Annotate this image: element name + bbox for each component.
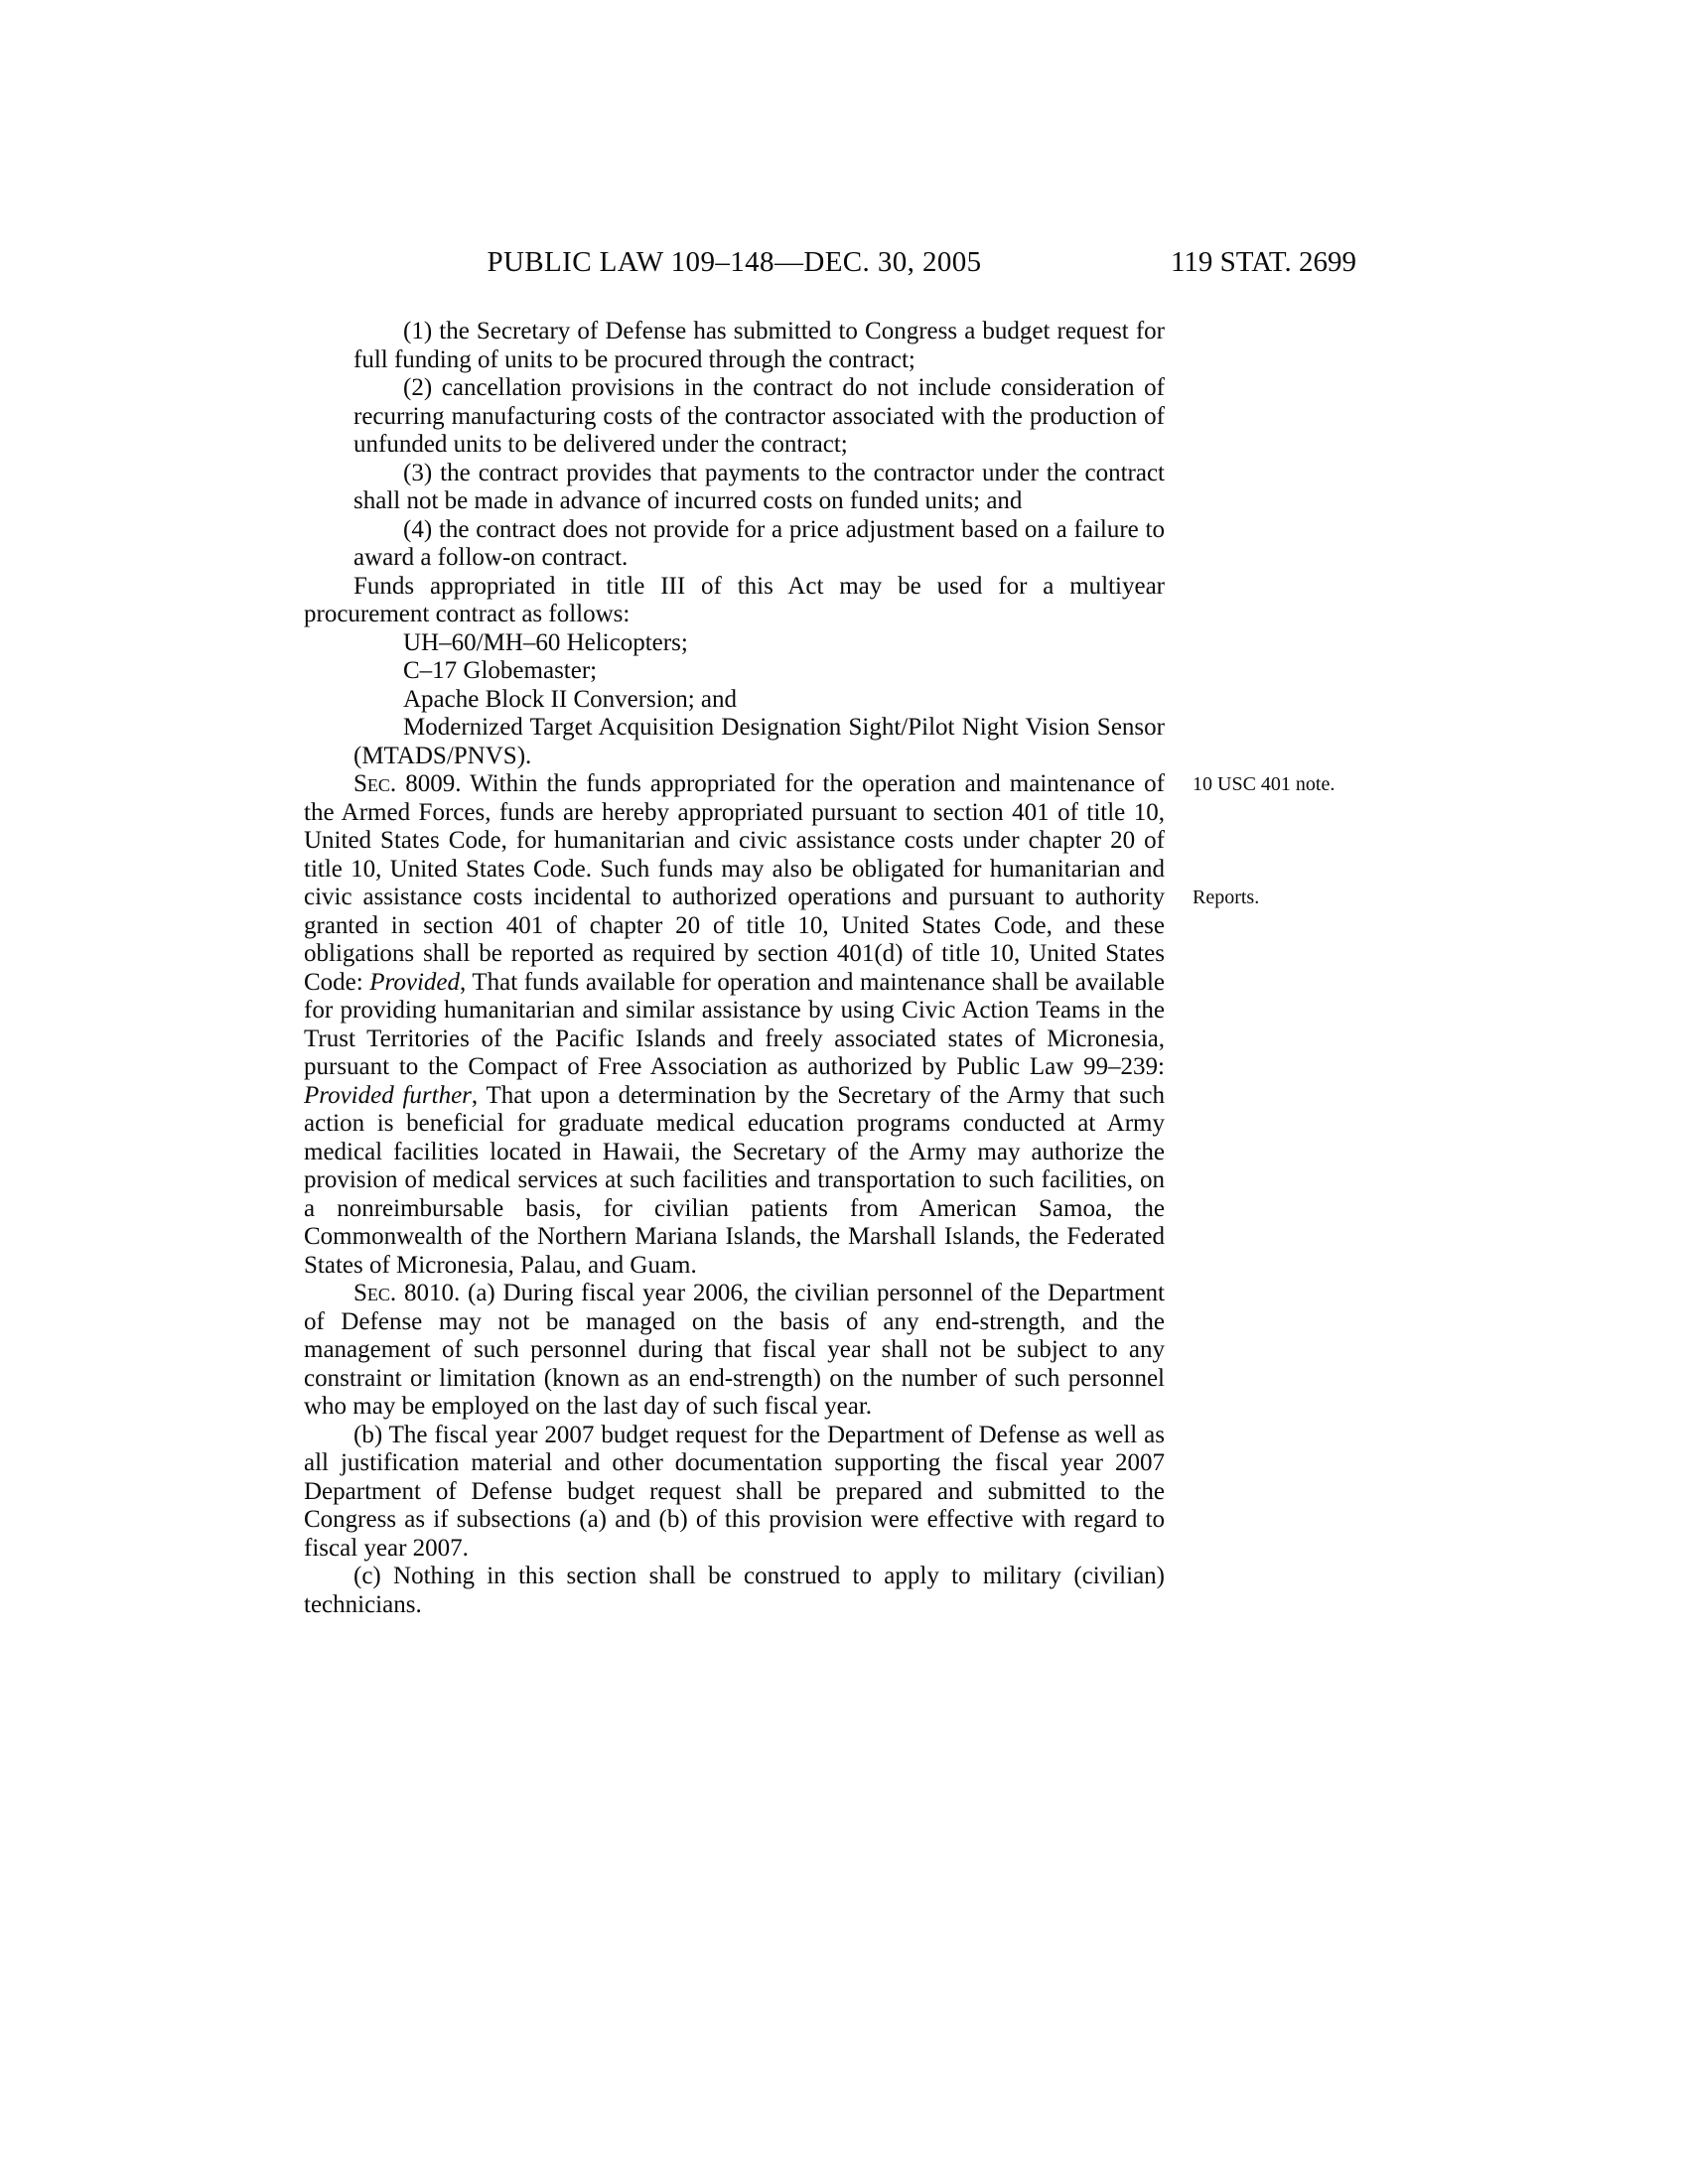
text-segment: Provided further xyxy=(304,1081,472,1109)
stat-page-number: 119 STAT. 2699 xyxy=(1171,246,1356,278)
text-segment: Modernized Target Acquisition Designation Sight/Pilot Night Vision Sensor (MTADS/PNVS). xyxy=(353,714,1165,769)
text-segment: Funds appropriated in title III of this Act may be used for a multiyear procurement contract as follows: xyxy=(304,572,1165,627)
paragraph xyxy=(353,686,1165,715)
text-segment: Within the funds appropriated for the operation and maintenance of the Armed Forces, funds are hereby appropriated pursuant to section 401 of title 10, United States Code, for humanitarian and civic assistance costs under chapter 20 of title 10, United States Code. Such funds may also be obligated for humanitarian and civic assistance costs incidental to authorized operations and pursuant to authority granted in section 401 of chapter 20 of title 10, United States Code, and these obligations shall be reported as required by section 401(d) of title 10, United States Code: xyxy=(304,770,1166,996)
text-segment: , That upon a determination by the Secretary of the Army that such action is beneficial for graduate medical education programs conducted at Army medical facilities located in Hawaii, the Secretary of the Army may authorize the provision of medical services at such facilities and transportation to such facilities, on a nonreimbursable basis, for civilian patients from American Samoa, the Commonwealth of the Northern Mariana Islands, the Marshall Islands, the Federated States of Micronesia, Palau, and Guam. xyxy=(304,1081,1165,1279)
text-segment: , That funds available for operation and maintenance shall be available for providing humanitarian and similar assistance by using Civic Action Teams in the Trust Territories of the Pacific Islands and freely associated states of Micronesia, pursuant to the Compact of Free Association as authorized by Public Law 99–239: xyxy=(304,968,1165,1080)
text-segment: Provided xyxy=(369,968,460,996)
paragraph xyxy=(353,374,1165,460)
page-content xyxy=(304,318,1356,1619)
document-body xyxy=(304,318,1165,1619)
law-title: PUBLIC LAW 109–148—DEC. 30, 2005 xyxy=(487,246,982,278)
paragraph xyxy=(304,1280,1165,1422)
paragraph xyxy=(304,573,1165,629)
paragraph xyxy=(304,1422,1165,1564)
paragraph xyxy=(353,714,1165,770)
margin-note: 10 USC 401 note. xyxy=(1193,773,1336,795)
page-header xyxy=(304,246,1356,288)
paragraph xyxy=(353,629,1165,658)
paragraph xyxy=(353,460,1165,516)
paragraph xyxy=(353,516,1165,573)
text-segment: (3) the contract provides that payments to the contractor under the contract shall not be made in advance of incurred costs on funded units; and xyxy=(353,459,1165,514)
paragraph xyxy=(304,1563,1165,1619)
text-segment: Sec. 8009. xyxy=(353,770,462,797)
text-segment: Apache Block II Conversion; and xyxy=(403,685,738,713)
paragraph xyxy=(353,657,1165,686)
paragraph xyxy=(304,770,1165,1280)
text-segment: Sec. 8010. xyxy=(353,1280,461,1306)
text-segment: (a) During fiscal year 2006, the civilian personnel of the Department of Defense may not be managed on the basis of any end-strength, and the management of such personnel during that fiscal year shall not be subject to any constraint or limitation (known as an end-strength) on the number of such personnel who may be employed on the last day of such fiscal year. xyxy=(304,1280,1166,1420)
text-segment: C–17 Globemaster; xyxy=(403,657,598,684)
text-segment: (c) Nothing in this section shall be construed to apply to military (civilian) technicians. xyxy=(304,1563,1165,1618)
text-segment: (1) the Secretary of Defense has submitted to Congress a budget request for full funding of units to be procured through the contract; xyxy=(353,318,1165,373)
paragraph xyxy=(353,318,1165,374)
text-segment: (2) cancellation provisions in the contract do not include consideration of recurring manufacturing costs of the contractor associated with the production of unfunded units to be delivered under the contract; xyxy=(353,374,1165,458)
text-segment: (4) the contract does not provide for a price adjustment based on a failure to award a follow-on contract. xyxy=(353,515,1165,571)
margin-note: Reports. xyxy=(1193,887,1260,908)
text-segment: UH–60/MH–60 Helicopters; xyxy=(403,628,688,656)
text-segment: (b) The fiscal year 2007 budget request for the Department of Defense as well as all justification material and other documentation supporting the fiscal year 2007 Department of Defense budget request shall be prepared and submitted to the Congress as if subsections (a) and (b) of this provision were effective with regard to fiscal year 2007. xyxy=(304,1421,1165,1562)
